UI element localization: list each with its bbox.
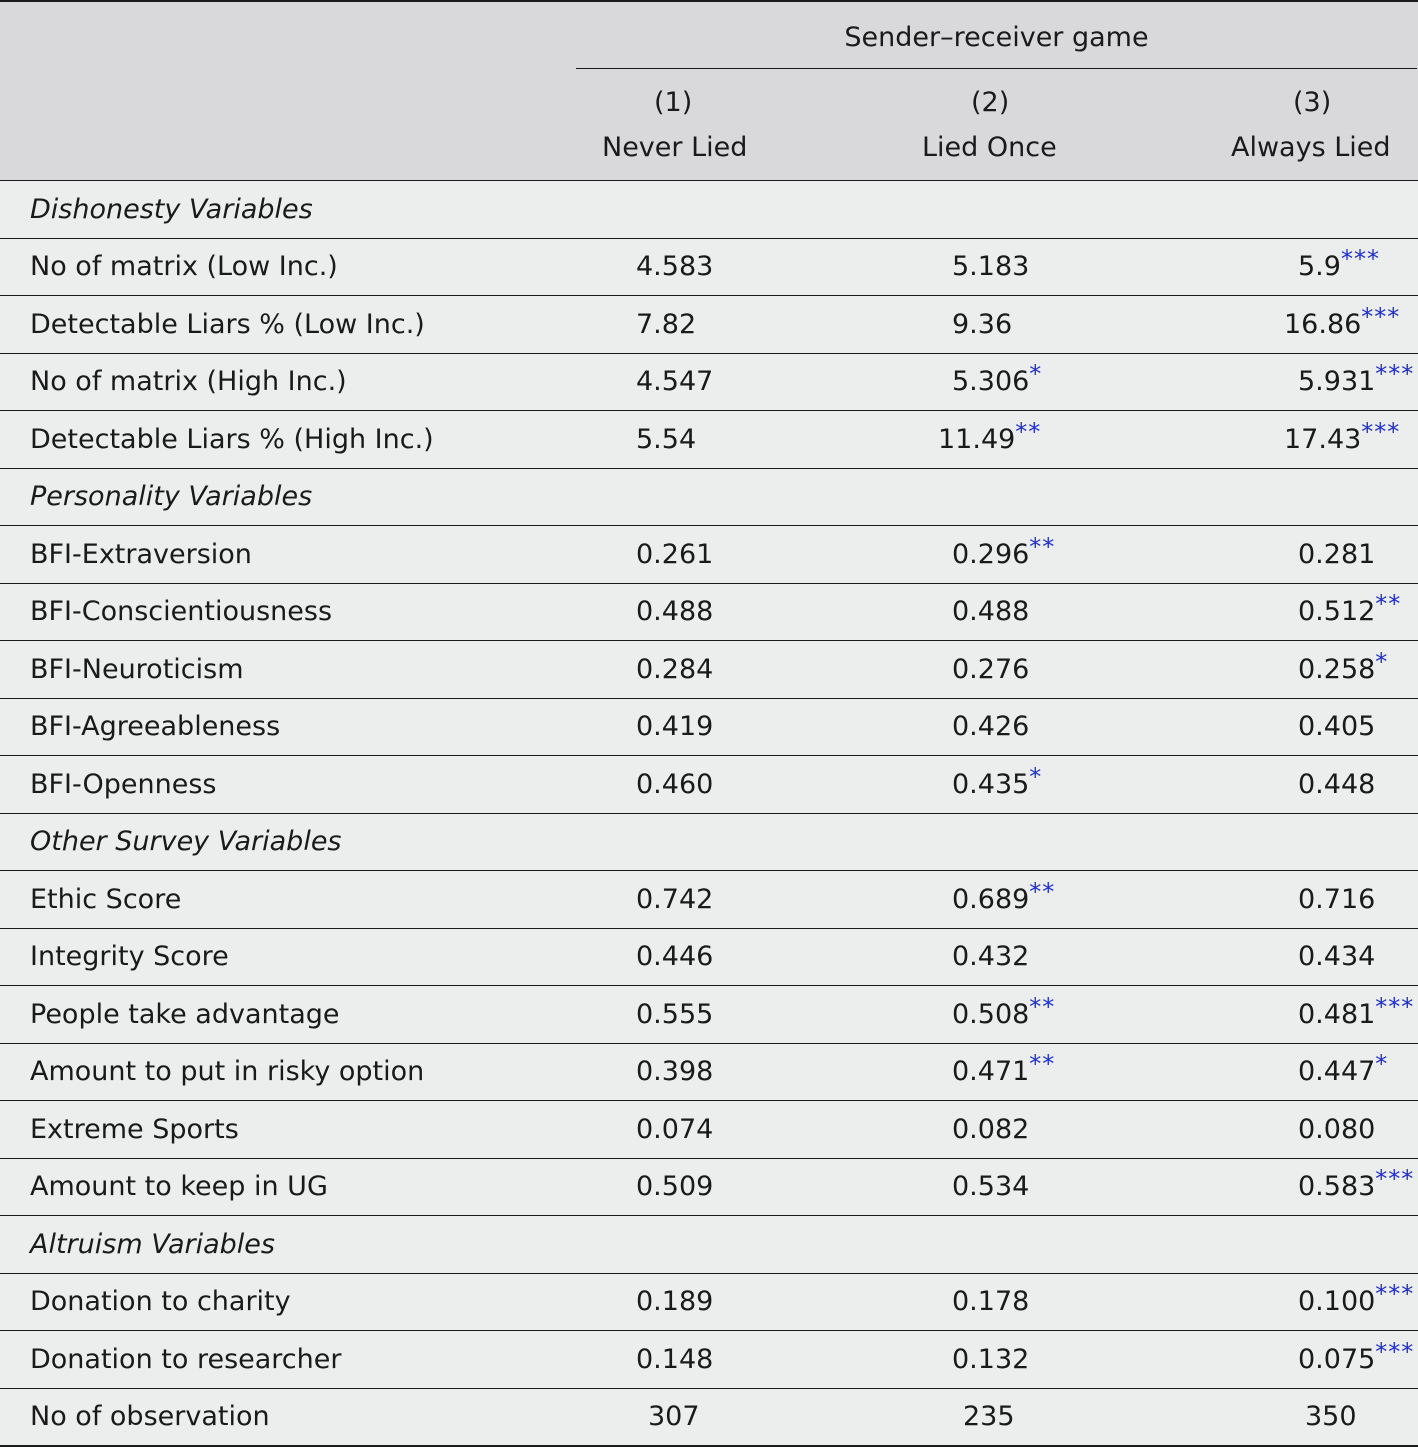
value-text: 0.716: [1298, 883, 1376, 915]
value-wrap: [938, 417, 1042, 455]
significance-stars: ***: [1375, 992, 1415, 1021]
value-wrap: [1298, 992, 1415, 1030]
value-wrap: [1298, 884, 1375, 915]
section-title: Other Survey Variables: [0, 813, 1418, 871]
value-text: 17.43: [1284, 423, 1362, 455]
value-cell: [576, 1331, 768, 1389]
table-row: [0, 986, 1418, 1044]
table-row: [0, 928, 1418, 986]
section-title: Altruism Variables: [0, 1216, 1418, 1274]
value-cell: [576, 583, 768, 641]
value-wrap: [1298, 1165, 1415, 1203]
value-text: 0.447: [1298, 1056, 1376, 1088]
value-cell: [768, 756, 1207, 814]
row-label: BFI-Neuroticism: [0, 641, 576, 699]
value-wrap: [636, 711, 713, 742]
value-text: 4.583: [636, 251, 714, 283]
value-wrap: [636, 884, 713, 915]
value-wrap: [1298, 711, 1375, 742]
observation-count: 307: [576, 1388, 768, 1446]
value-wrap: [952, 309, 1012, 340]
value-text: 0.534: [952, 1171, 1030, 1203]
value-wrap: [636, 424, 696, 455]
value-wrap: [952, 360, 1043, 398]
value-wrap: [952, 1171, 1029, 1202]
value-wrap: [636, 999, 713, 1030]
value-text: 7.82: [636, 308, 697, 340]
value-cell: [576, 526, 768, 584]
value-cell: [768, 1158, 1207, 1216]
value-text: 0.296: [952, 538, 1030, 570]
value-wrap: [952, 877, 1056, 915]
significance-stars: **: [1029, 992, 1056, 1021]
value-text: 0.189: [636, 1286, 714, 1318]
value-wrap: [1298, 360, 1415, 398]
value-cell: [768, 238, 1207, 296]
value-text: 0.689: [952, 883, 1030, 915]
value-text: 0.448: [1298, 768, 1376, 800]
value-text: 5.306: [952, 366, 1030, 398]
value-text: 0.508: [952, 998, 1030, 1030]
value-wrap: [1298, 245, 1380, 283]
significance-stars: ***: [1340, 245, 1380, 274]
value-cell: [768, 583, 1207, 641]
value-text: 0.471: [952, 1056, 1030, 1088]
row-label: BFI-Openness: [0, 756, 576, 814]
significance-stars: **: [1029, 877, 1056, 906]
value-cell: [1207, 641, 1418, 699]
column-header-3: [1207, 70, 1418, 181]
row-label: Amount to keep in UG: [0, 1158, 576, 1216]
header-corner: [0, 1, 576, 70]
value-cell: [1207, 296, 1418, 354]
value-cell: [768, 353, 1207, 411]
value-cell: [1207, 756, 1418, 814]
table-row: [0, 641, 1418, 699]
significance-stars: ***: [1361, 302, 1401, 331]
row-label: Extreme Sports: [0, 1101, 576, 1159]
value-text: 5.9: [1298, 251, 1341, 283]
value-text: 0.488: [952, 596, 1030, 628]
value-cell: [1207, 526, 1418, 584]
value-cell: [576, 871, 768, 929]
value-text: 0.258: [1298, 653, 1376, 685]
value-cell: [1207, 698, 1418, 756]
value-wrap: [952, 1344, 1029, 1375]
row-label: Ethic Score: [0, 871, 576, 929]
row-label: Integrity Score: [0, 928, 576, 986]
value-cell: [768, 411, 1207, 469]
row-label: No of matrix (Low Inc.): [0, 238, 576, 296]
row-label: BFI-Agreeableness: [0, 698, 576, 756]
significance-stars: ***: [1375, 1280, 1415, 1309]
row-label: BFI-Conscientiousness: [0, 583, 576, 641]
value-cell: [768, 1331, 1207, 1389]
value-wrap: [952, 654, 1029, 685]
value-text: 0.512: [1298, 596, 1376, 628]
value-text: 0.488: [636, 596, 714, 628]
value-wrap: [1298, 647, 1389, 685]
value-wrap: [952, 1114, 1029, 1145]
value-text: 5.183: [952, 251, 1030, 283]
value-wrap: [1298, 1114, 1375, 1145]
column-label: Lied Once: [922, 132, 1057, 163]
significance-stars: *: [1029, 762, 1043, 791]
value-cell: [768, 698, 1207, 756]
value-cell: [576, 1273, 768, 1331]
table-row: [0, 238, 1418, 296]
table-row: [0, 1331, 1418, 1389]
value-cell: [1207, 238, 1418, 296]
value-cell: [768, 296, 1207, 354]
value-wrap: [952, 762, 1043, 800]
value-wrap: [636, 251, 713, 282]
value-cell: [1207, 353, 1418, 411]
table-row: [0, 1101, 1418, 1159]
value-cell: [576, 698, 768, 756]
table-row: [0, 411, 1418, 469]
row-label: People take advantage: [0, 986, 576, 1044]
value-cell: [768, 928, 1207, 986]
value-text: 0.276: [952, 653, 1030, 685]
significance-stars: *: [1375, 647, 1389, 676]
value-wrap: [1298, 1337, 1415, 1375]
observation-count: 235: [768, 1388, 1207, 1446]
value-text: 0.742: [636, 883, 714, 915]
group-title: Sender–receiver game: [576, 3, 1417, 69]
value-text: 16.86: [1284, 308, 1362, 340]
value-wrap: [952, 1286, 1029, 1317]
row-label: Amount to put in risky option: [0, 1043, 576, 1101]
value-wrap: [1298, 769, 1375, 800]
value-cell: [1207, 871, 1418, 929]
value-text: 0.460: [636, 768, 714, 800]
value-cell: [768, 1101, 1207, 1159]
value-cell: [768, 641, 1207, 699]
significance-stars: ***: [1375, 1337, 1415, 1366]
table-row: [0, 1043, 1418, 1101]
table-row: [0, 296, 1418, 354]
value-text: 5.931: [1298, 366, 1376, 398]
value-cell: [576, 296, 768, 354]
value-text: 0.434: [1298, 941, 1376, 973]
value-wrap: [636, 1056, 713, 1087]
column-number: (3): [1293, 87, 1332, 118]
value-cell: [1207, 928, 1418, 986]
value-wrap: [952, 992, 1056, 1030]
value-wrap: [952, 532, 1056, 570]
value-wrap: [636, 1286, 713, 1317]
value-text: 0.284: [636, 653, 714, 685]
value-wrap: [636, 941, 713, 972]
value-text: 0.178: [952, 1286, 1030, 1318]
table-row: [0, 353, 1418, 411]
value-text: 0.481: [1298, 998, 1376, 1030]
footer-row: [0, 1388, 1418, 1446]
value-wrap: [1298, 1280, 1415, 1318]
value-wrap: [1298, 941, 1375, 972]
value-text: 0.281: [1298, 538, 1376, 570]
value-wrap: [636, 366, 713, 397]
value-cell: [576, 1043, 768, 1101]
value-wrap: [1284, 302, 1401, 340]
section-title: Dishonesty Variables: [0, 181, 1418, 239]
column-header-2: [768, 70, 1207, 181]
table-row: [0, 1273, 1418, 1331]
value-cell: [1207, 1158, 1418, 1216]
significance-stars: *: [1375, 1050, 1389, 1079]
column-number: (1): [654, 87, 693, 118]
significance-stars: ***: [1375, 1165, 1415, 1194]
value-cell: [576, 928, 768, 986]
value-cell: [1207, 1273, 1418, 1331]
significance-stars: ***: [1375, 360, 1415, 389]
table-row: [0, 698, 1418, 756]
value-cell: [768, 1273, 1207, 1331]
value-wrap: [952, 941, 1029, 972]
section-row: [0, 181, 1418, 239]
section-title: Personality Variables: [0, 468, 1418, 526]
value-text: 4.547: [636, 366, 714, 398]
value-cell: [576, 353, 768, 411]
value-wrap: [636, 1114, 713, 1145]
value-cell: [576, 756, 768, 814]
value-wrap: [636, 769, 713, 800]
value-text: 0.432: [952, 941, 1030, 973]
value-cell: [576, 986, 768, 1044]
value-cell: [576, 238, 768, 296]
value-wrap: [952, 251, 1029, 282]
value-cell: [768, 526, 1207, 584]
value-text: 9.36: [952, 308, 1013, 340]
significance-stars: **: [1029, 1050, 1056, 1079]
value-wrap: [636, 1171, 713, 1202]
column-label: Always Lied: [1231, 132, 1391, 163]
value-text: 0.398: [636, 1056, 714, 1088]
value-cell: [576, 1101, 768, 1159]
value-text: 11.49: [938, 423, 1016, 455]
value-wrap: [636, 539, 713, 570]
value-text: 0.074: [636, 1113, 714, 1145]
value-cell: [576, 641, 768, 699]
table-header: [0, 1, 1418, 181]
value-cell: [576, 411, 768, 469]
value-text: 0.082: [952, 1113, 1030, 1145]
value-wrap: [636, 309, 696, 340]
value-text: 0.509: [636, 1171, 714, 1203]
value-text: 0.100: [1298, 1286, 1376, 1318]
value-cell: [1207, 1331, 1418, 1389]
value-text: 0.426: [952, 711, 1030, 743]
value-wrap: [952, 596, 1029, 627]
value-text: 0.148: [636, 1343, 714, 1375]
significance-stars: **: [1029, 532, 1056, 561]
value-text: 0.405: [1298, 711, 1376, 743]
column-header-1: [576, 70, 768, 181]
table-row: [0, 1158, 1418, 1216]
value-wrap: [636, 654, 713, 685]
value-text: 0.080: [1298, 1113, 1376, 1145]
value-cell: [768, 986, 1207, 1044]
table-row: [0, 526, 1418, 584]
value-cell: [1207, 583, 1418, 641]
section-row: [0, 468, 1418, 526]
value-text: 0.446: [636, 941, 714, 973]
value-text: 5.54: [636, 423, 697, 455]
group-header-cell: [576, 1, 1418, 70]
value-wrap: [1298, 590, 1402, 628]
value-wrap: [952, 1050, 1056, 1088]
value-wrap: [1298, 539, 1375, 570]
value-text: 0.261: [636, 538, 714, 570]
value-cell: [1207, 1101, 1418, 1159]
value-wrap: [1298, 1050, 1389, 1088]
value-wrap: [1284, 417, 1401, 455]
value-cell: [768, 871, 1207, 929]
significance-stars: **: [1375, 590, 1402, 619]
column-label: Never Lied: [602, 132, 748, 163]
value-text: 0.435: [952, 768, 1030, 800]
value-cell: [576, 1158, 768, 1216]
value-text: 0.555: [636, 998, 714, 1030]
value-text: 0.132: [952, 1343, 1030, 1375]
observation-count: 350: [1207, 1388, 1418, 1446]
value-cell: [1207, 411, 1418, 469]
row-label: Detectable Liars % (High Inc.): [0, 411, 576, 469]
row-label: No of matrix (High Inc.): [0, 353, 576, 411]
column-number: (2): [971, 87, 1010, 118]
row-label: Donation to researcher: [0, 1331, 576, 1389]
header-corner-lower: [0, 70, 576, 181]
footer-label: No of observation: [0, 1388, 576, 1446]
significance-stars: *: [1029, 360, 1043, 389]
value-wrap: [952, 711, 1029, 742]
value-cell: [1207, 986, 1418, 1044]
value-text: 0.583: [1298, 1171, 1376, 1203]
table-row: [0, 871, 1418, 929]
section-row: [0, 1216, 1418, 1274]
value-text: 0.075: [1298, 1343, 1376, 1375]
section-row: [0, 813, 1418, 871]
row-label: Detectable Liars % (Low Inc.): [0, 296, 576, 354]
value-wrap: [636, 596, 713, 627]
significance-stars: ***: [1361, 417, 1401, 446]
table-body: [0, 181, 1418, 1447]
table-row: [0, 756, 1418, 814]
value-cell: [1207, 1043, 1418, 1101]
value-cell: [768, 1043, 1207, 1101]
value-text: 0.419: [636, 711, 714, 743]
row-label: Donation to charity: [0, 1273, 576, 1331]
table-row: [0, 583, 1418, 641]
significance-stars: **: [1015, 417, 1042, 446]
value-wrap: [636, 1344, 713, 1375]
row-label: BFI-Extraversion: [0, 526, 576, 584]
